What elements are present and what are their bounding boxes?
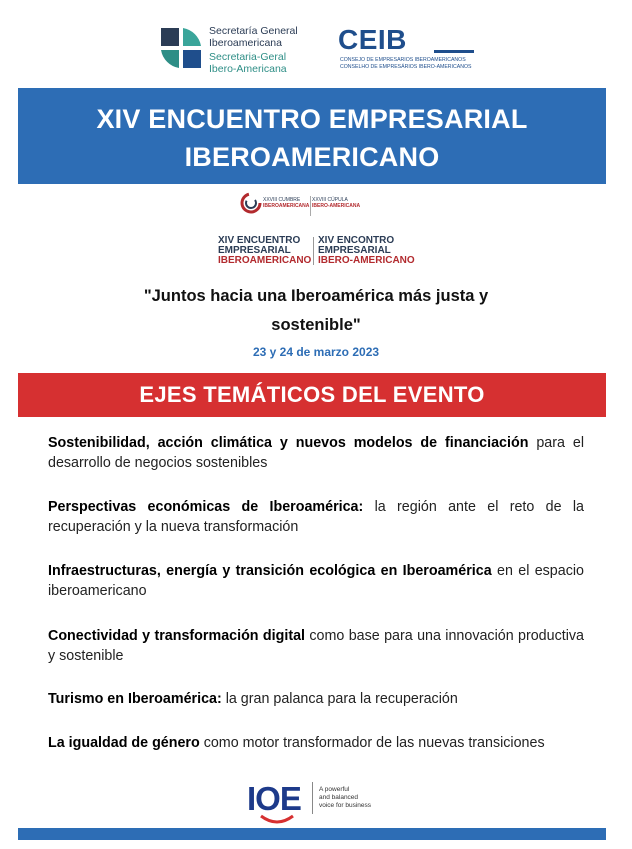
theme-description: para el desarrollo de negocios sostenibles bbox=[48, 435, 585, 471]
segib-mark-icon bbox=[157, 24, 205, 72]
theme-title: Turismo en Iberoamérica: bbox=[48, 691, 222, 707]
theme-item bbox=[48, 561, 584, 601]
title-line-1: XIV ENCUENTRO EMPRESARIAL bbox=[96, 104, 528, 134]
encuentro-logo bbox=[218, 236, 418, 268]
encuentro-es bbox=[218, 236, 311, 266]
summit-text-es bbox=[263, 197, 309, 209]
ioe-tag-3: voice for business bbox=[319, 802, 372, 809]
segib-name-es bbox=[209, 25, 298, 49]
theme-title: Conectividad y transformación digital bbox=[48, 628, 305, 644]
section-title: EJES TEMÁTICOS DEL EVENTO bbox=[139, 382, 485, 407]
theme-item bbox=[48, 433, 584, 473]
theme-title: Sostenibilidad, acción climática y nuevos modelos de financiación bbox=[48, 435, 529, 451]
segib-line3: Secretaria-Geral bbox=[209, 51, 287, 63]
summit-separator bbox=[310, 196, 311, 216]
segib-logo bbox=[157, 24, 307, 74]
summit-pt-1: XXVIII CÚPULA bbox=[312, 197, 348, 203]
footer-bar bbox=[18, 828, 606, 840]
theme-item bbox=[48, 733, 584, 753]
slogan-line-2: sostenible" bbox=[271, 316, 361, 334]
ioe-tag-1: A powerful bbox=[319, 786, 350, 793]
ceib-subtitle bbox=[340, 57, 471, 70]
title-line-2: IBEROAMERICANO bbox=[184, 142, 440, 172]
theme-description: la región ante el reto de la recuperación y la nueva transformación bbox=[48, 499, 585, 535]
ioe-separator bbox=[312, 782, 313, 814]
segib-line2: Iberoamericana bbox=[209, 37, 282, 49]
ceib-wordmark: CEIB bbox=[338, 24, 407, 55]
theme-item bbox=[48, 626, 584, 666]
ioe-tag-2: and balanced bbox=[319, 794, 359, 801]
ceib-sub-pt: CONSELHO DE EMPRESÁRIOS IBERO-AMERICANOS bbox=[340, 63, 472, 70]
summit-ring-icon bbox=[240, 192, 262, 214]
ceib-logo bbox=[338, 24, 478, 74]
ceib-underline bbox=[434, 50, 474, 53]
summit-es-1: XXVIII CUMBRE bbox=[263, 197, 301, 203]
enc-pt-1: XIV ENCONTRO bbox=[318, 235, 395, 246]
enc-es-2: EMPRESARIAL bbox=[218, 245, 291, 256]
summit-es-2: IBEROAMERICANA bbox=[263, 203, 310, 209]
title-banner bbox=[18, 88, 606, 184]
summit-pt-2: IBERO-AMERICANA bbox=[312, 203, 361, 209]
summit-logo bbox=[240, 192, 400, 222]
theme-title: Perspectivas económicas de Iberoamérica: bbox=[48, 499, 364, 515]
enc-es-1: XIV ENCUENTRO bbox=[218, 235, 301, 246]
segib-line1: Secretaría General bbox=[209, 25, 298, 37]
ioe-wordmark: IOE bbox=[247, 780, 301, 817]
ioe-smile-icon bbox=[259, 814, 295, 824]
ioe-logo bbox=[247, 780, 387, 826]
theme-description: en el espacio iberoamericano bbox=[48, 563, 584, 599]
theme-title: La igualdad de género bbox=[48, 735, 200, 751]
segib-line4: Ibero-Americana bbox=[209, 63, 287, 75]
encuentro-separator bbox=[313, 237, 314, 265]
enc-pt-2: EMPRESARIAL bbox=[318, 245, 391, 256]
segib-name-pt bbox=[209, 51, 287, 75]
summit-text-pt bbox=[312, 197, 360, 209]
slogan-line-1: "Juntos hacia una Iberoamérica más justa y bbox=[143, 287, 489, 305]
theme-item bbox=[48, 689, 584, 709]
event-slogan bbox=[0, 282, 632, 340]
enc-es-3: IBEROAMERICANO bbox=[218, 255, 312, 266]
encuentro-pt bbox=[318, 236, 415, 266]
event-date: 23 y 24 de marzo 2023 bbox=[252, 345, 380, 359]
enc-pt-3: IBERO-AMERICANO bbox=[318, 255, 415, 266]
theme-item bbox=[48, 497, 584, 537]
theme-title: Infraestructuras, energía y transición ecológica en Iberoamérica bbox=[48, 563, 492, 579]
theme-description: como base para una innovación productiva y sostenible bbox=[48, 628, 584, 664]
ceib-sub-es: CONSEJO DE EMPRESARIOS IBEROAMERICANOS bbox=[340, 57, 466, 63]
theme-description: la gran palanca para la recuperación bbox=[221, 691, 458, 707]
section-banner bbox=[18, 373, 606, 417]
theme-description: como motor transformador de las nuevas transiciones bbox=[199, 735, 545, 751]
ioe-tagline bbox=[319, 786, 371, 810]
